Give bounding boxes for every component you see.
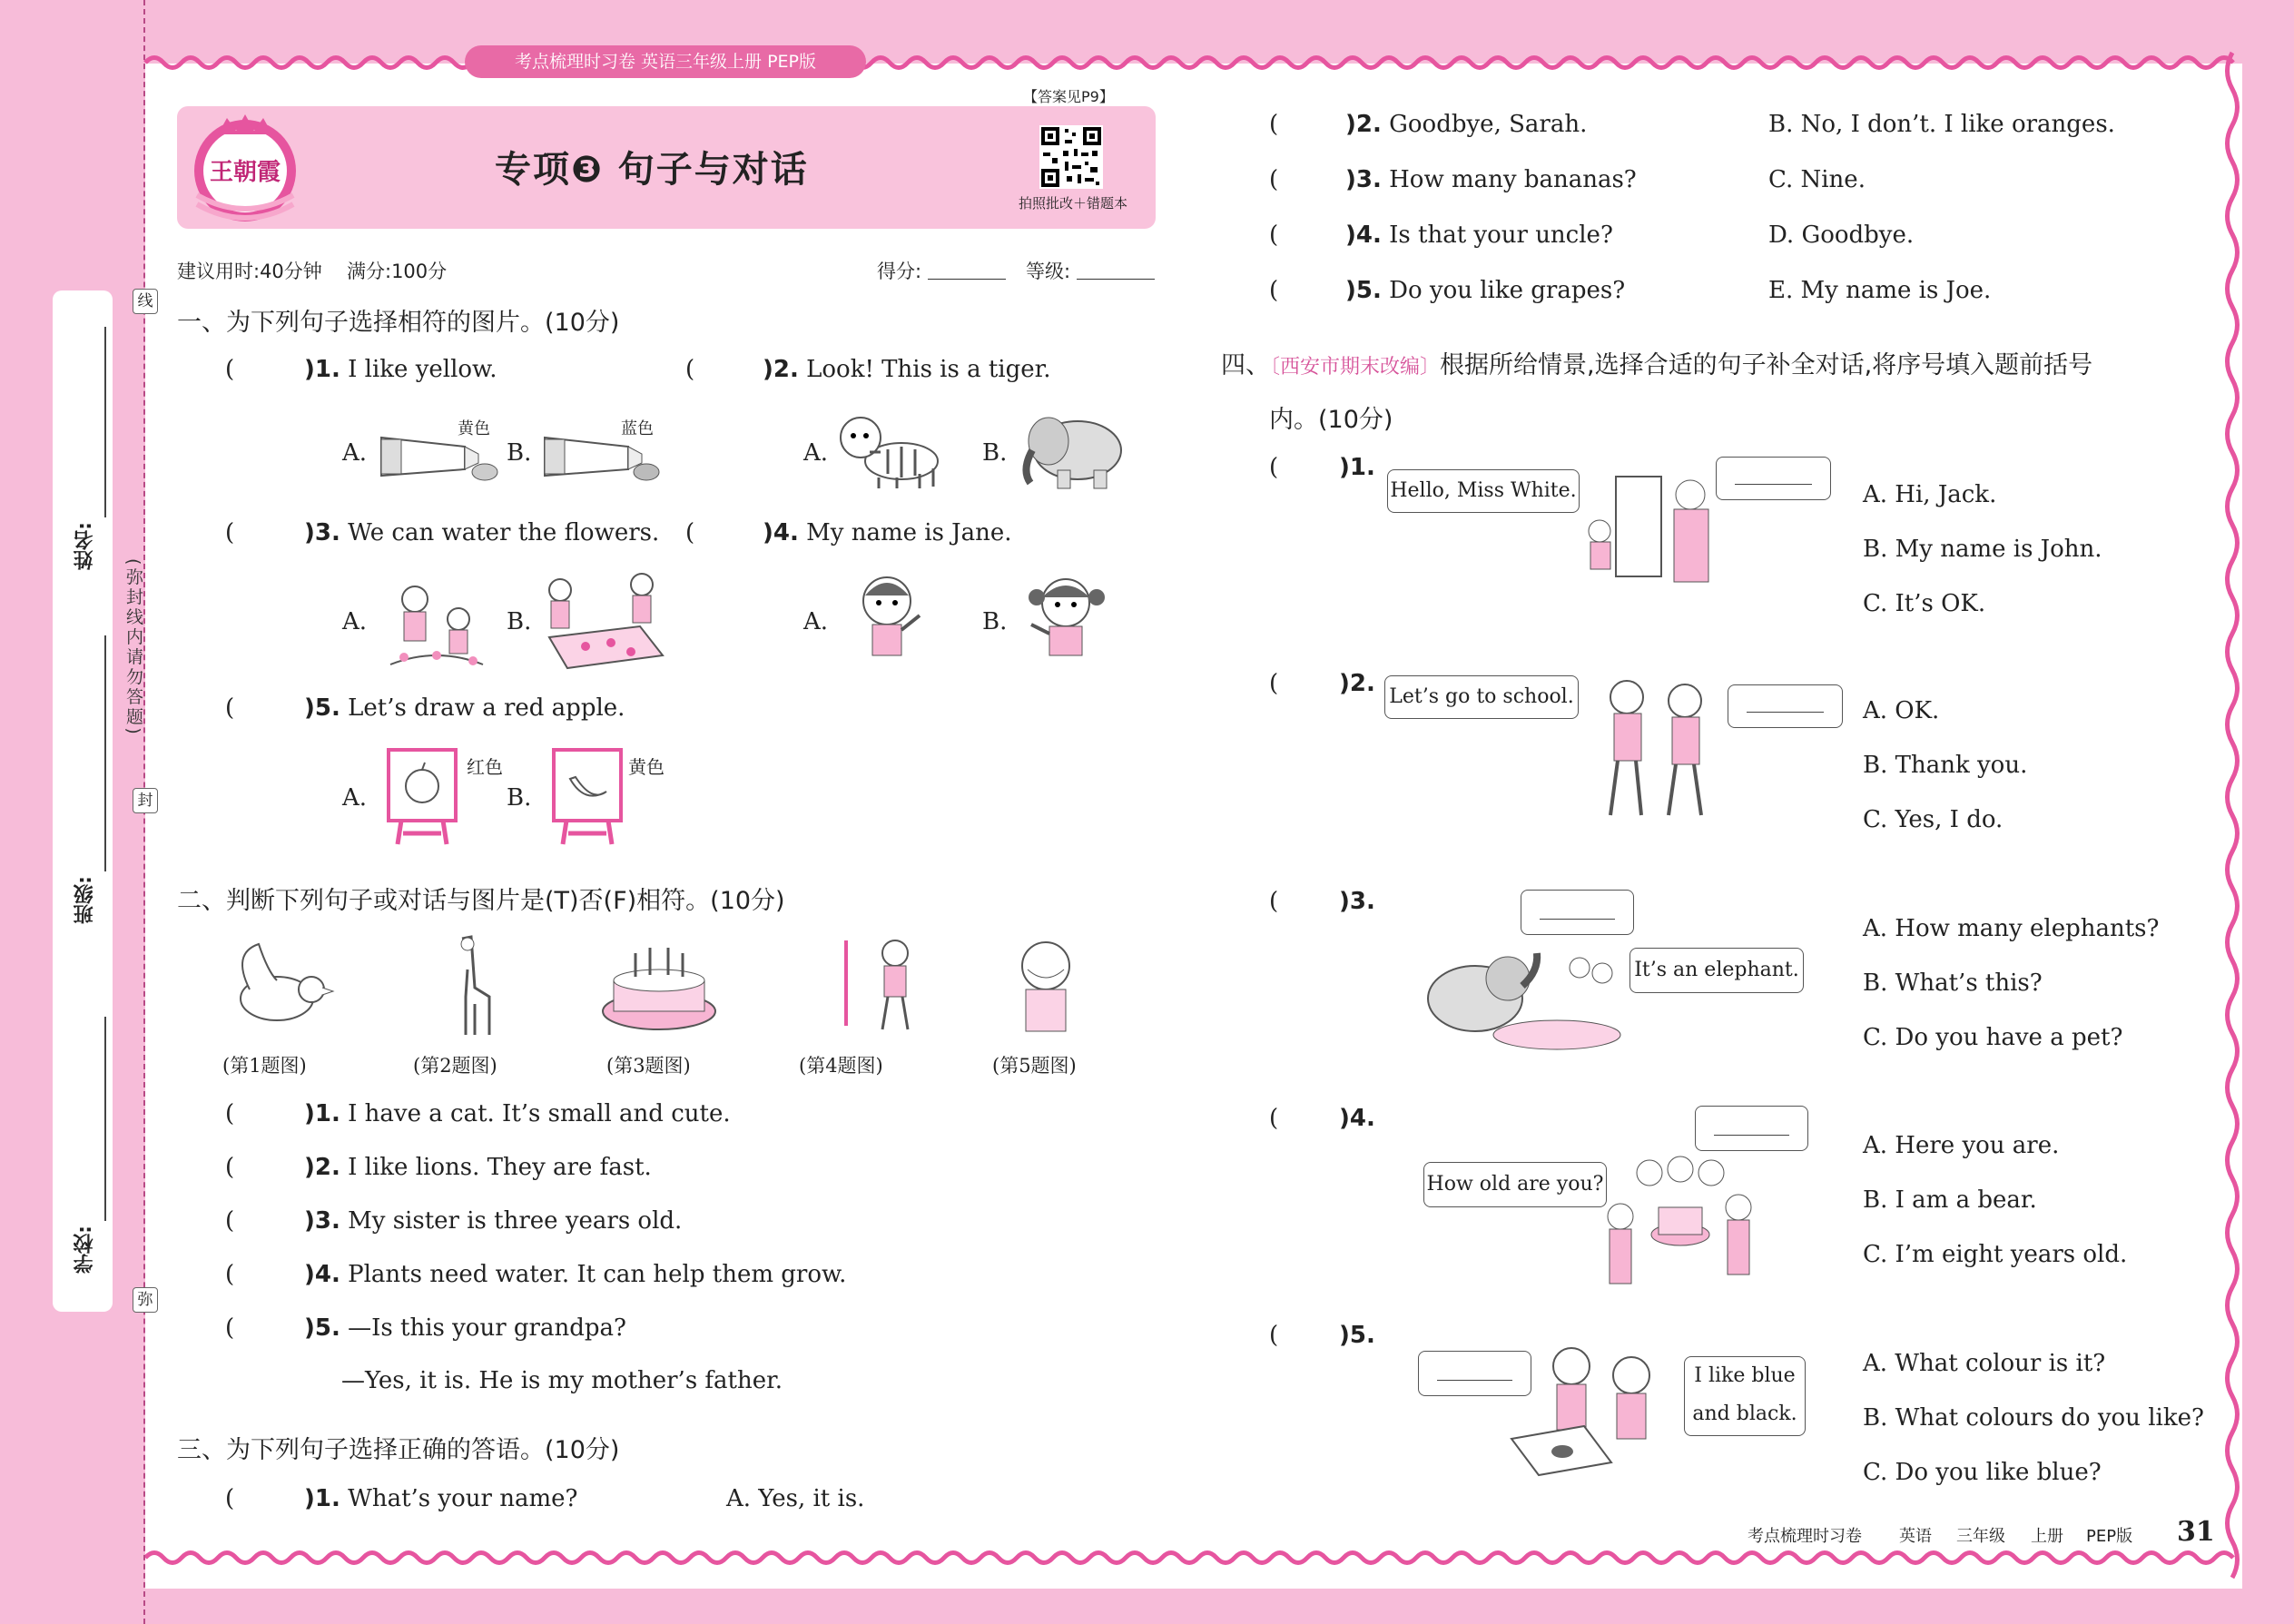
blank-speech-bubble[interactable] <box>1521 890 1634 935</box>
footer-volume: 上册 <box>2031 1527 2063 1546</box>
part1-q1: )1. I like yellow. <box>304 356 497 383</box>
p4q4-option-a: A. Here you are. <box>1863 1132 2060 1159</box>
answer-paren[interactable]: ( <box>225 694 235 722</box>
part3-answer-b: B. No, I don’t. I like oranges. <box>1768 111 2115 138</box>
tiger-icon[interactable] <box>833 408 950 492</box>
binding-char-secret: 弥 <box>133 1287 158 1313</box>
footer-subject: 英语 <box>1899 1527 1932 1546</box>
speech-bubble: I like blue and black. <box>1684 1356 1806 1436</box>
figure-caption-2: (第2题图) <box>413 1055 497 1077</box>
option-b-label: B. <box>507 439 532 467</box>
series-tag: 考点梳理时习卷 英语三年级上册 PEP版 <box>465 45 866 78</box>
part4-q3-num: )3. <box>1339 888 1375 915</box>
part2-q3: )3. My sister is three years old. <box>304 1207 683 1235</box>
part4-heading-cont: 内。(10分) <box>1269 406 1393 434</box>
brand-logo <box>186 109 304 227</box>
logo-text: 王朝霞 <box>209 159 281 186</box>
option-b-label: B. <box>507 608 532 635</box>
source-tag: 〔西安市期末改编〕 <box>1270 356 1441 379</box>
class-blank-line[interactable] <box>104 635 106 871</box>
school-label: 学校: <box>74 1225 96 1274</box>
elephant-icon[interactable] <box>1012 407 1128 490</box>
part4-q4-num: )4. <box>1339 1105 1375 1132</box>
figure-caption-1: (第1题图) <box>222 1055 307 1077</box>
yellow-label: 黄色 <box>458 419 490 438</box>
answer-paren[interactable]: ( <box>1269 277 1279 304</box>
school-blank-line[interactable] <box>104 1017 106 1221</box>
part3-heading: 三、为下列句子选择正确的答语。(10分) <box>177 1436 620 1464</box>
part4-heading: 四、〔西安市期末改编〕根据所给情景,选择合适的句子补全对话,将序号填入题前括号 <box>1221 351 2093 379</box>
part3-answer-c: C. Nine. <box>1768 166 1866 193</box>
answer-paren[interactable]: ( <box>225 1261 235 1288</box>
p4q3-option-c: C. Do you have a pet? <box>1863 1024 2123 1051</box>
grade-label: 等级: <box>1026 261 1071 282</box>
part3-q4: )4. Is that your uncle? <box>1345 221 1613 249</box>
wavy-border-bottom <box>145 1548 2242 1568</box>
answer-paren[interactable]: ( <box>1269 1105 1279 1132</box>
part3-q5: )5. Do you like grapes? <box>1345 277 1626 304</box>
qr-code[interactable] <box>1039 125 1103 189</box>
giraffe-icon <box>449 933 497 1040</box>
yellow-v-label: 黄色 <box>628 756 665 778</box>
answer-paren[interactable]: ( <box>225 519 235 546</box>
part1-q5: )5. Let’s draw a red apple. <box>304 694 625 722</box>
p4q2-option-b: B. Thank you. <box>1863 752 2028 779</box>
p4q5-option-c: C. Do you like blue? <box>1863 1459 2102 1486</box>
answer-paren[interactable]: ( <box>1269 454 1279 481</box>
yellow-banana-easel-icon[interactable] <box>548 746 665 846</box>
yellow-paint-tube-icon[interactable] <box>374 419 499 483</box>
answer-paren[interactable]: ( <box>225 1154 235 1181</box>
girl-icon[interactable] <box>1019 570 1114 672</box>
part4-q1-num: )1. <box>1339 454 1375 481</box>
option-a-label: A. <box>342 784 368 812</box>
children-drawing-flowers-icon[interactable] <box>540 572 667 672</box>
option-a-label: A. <box>342 608 368 635</box>
part1-heading: 一、为下列句子选择相符的图片。(10分) <box>177 309 620 337</box>
part1-q2: )2. Look! This is a tiger. <box>763 356 1051 383</box>
class-label: 班级: <box>74 876 96 924</box>
answer-paren[interactable]: ( <box>1269 166 1279 193</box>
part3-answer-d: D. Goodbye. <box>1768 221 1915 249</box>
children-drawing-icon <box>1502 1339 1684 1475</box>
p4q1-option-a: A. Hi, Jack. <box>1863 481 1997 508</box>
page-number: 31 <box>2177 1516 2215 1548</box>
time-hint: 建议用时:40分钟 <box>177 261 322 282</box>
p4q5-option-b: B. What colours do you like? <box>1863 1404 2204 1432</box>
red-label: 红色 <box>467 756 503 778</box>
option-b-label: B. <box>507 784 532 812</box>
bird-icon <box>222 935 336 1035</box>
answer-paren[interactable]: ( <box>225 356 235 383</box>
part1-q4: )4. My name is Jane. <box>763 519 1012 546</box>
figure-caption-5: (第5题图) <box>992 1055 1077 1077</box>
blank-speech-bubble[interactable] <box>1695 1106 1808 1151</box>
part4-q2-num: )2. <box>1339 670 1375 697</box>
two-girls-walking-icon <box>1589 670 1725 822</box>
blank-speech-bubble[interactable] <box>1728 684 1843 728</box>
part3-answer-e: E. My name is Joe. <box>1768 277 1992 304</box>
part4-q5-num: )5. <box>1339 1322 1375 1349</box>
binding-char-seal: 封 <box>133 788 158 813</box>
speech-bubble: How old are you? <box>1423 1162 1607 1207</box>
p4q2-option-c: C. Yes, I do. <box>1863 806 2004 833</box>
part2-q5: )5. —Is this your grandpa? <box>304 1314 626 1342</box>
p4q1-option-c: C. It’s OK. <box>1863 590 1986 617</box>
option-a-label: A. <box>803 608 829 635</box>
option-a-label: A. <box>803 439 829 467</box>
figure-caption-3: (第3题图) <box>606 1055 691 1077</box>
footer-grade: 三年级 <box>1956 1527 2005 1546</box>
answer-paren[interactable]: ( <box>1269 888 1279 915</box>
p4q2-option-a: A. OK. <box>1863 697 1940 724</box>
answer-paren[interactable]: ( <box>1269 1322 1279 1349</box>
answer-paren[interactable]: ( <box>685 356 695 383</box>
page-title: 专项❸ 句子与对话 <box>495 149 809 191</box>
speech-bubble: It’s an elephant. <box>1629 948 1804 993</box>
option-b-label: B. <box>982 608 1008 635</box>
qr-caption: 拍照批改＋错题本 <box>1018 195 1127 212</box>
part2-q2: )2. I like lions. They are fast. <box>304 1154 652 1181</box>
speech-bubble: Let’s go to school. <box>1384 675 1579 719</box>
answer-reference: 【答案见P9】 <box>1023 88 1114 105</box>
children-birthday-party-icon <box>1593 1153 1766 1294</box>
p4q1-option-b: B. My name is John. <box>1863 536 2102 563</box>
blue-paint-tube-icon[interactable] <box>537 419 663 483</box>
blank-speech-bubble[interactable] <box>1716 457 1831 500</box>
answer-paren[interactable]: ( <box>685 519 695 546</box>
option-a-label: A. <box>342 439 368 467</box>
part2-q5-line2: —Yes, it is. He is my mother’s father. <box>341 1367 783 1394</box>
grade-blank[interactable] <box>1077 257 1155 280</box>
boy-greeting-teacher-icon <box>1580 468 1729 595</box>
part3-q3: )3. How many bananas? <box>1345 166 1637 193</box>
score-label: 得分: <box>877 261 922 282</box>
wavy-border-right <box>2222 53 2242 1578</box>
answer-paren[interactable]: ( <box>1269 670 1279 697</box>
p4q3-option-a: A. How many elephants? <box>1863 915 2160 942</box>
part2-q1: )1. I have a cat. It’s small and cute. <box>304 1100 731 1127</box>
figure-caption-4: (第4题图) <box>799 1055 883 1077</box>
p4q3-option-b: B. What’s this? <box>1863 969 2043 997</box>
answer-paren[interactable]: ( <box>225 1207 235 1235</box>
p4q5-option-a: A. What colour is it? <box>1863 1350 2106 1377</box>
answer-paren[interactable]: ( <box>225 1485 235 1512</box>
name-blank-line[interactable] <box>104 327 106 517</box>
full-score: 满分:100分 <box>347 261 448 282</box>
birthday-cake-icon <box>599 935 719 1035</box>
footer-series: 考点梳理时习卷 <box>1748 1527 1862 1546</box>
score-blank[interactable] <box>928 257 1006 280</box>
boy-icon[interactable] <box>849 570 926 672</box>
part3-q2: )2. Goodbye, Sarah. <box>1345 111 1588 138</box>
wavy-border-top <box>145 53 2242 73</box>
answer-paren[interactable]: ( <box>1269 221 1279 249</box>
red-apple-easel-icon[interactable] <box>383 746 503 846</box>
part2-heading: 二、判断下列句子或对话与图片是(T)否(F)相符。(10分) <box>177 887 785 915</box>
part1-q3: )3. We can water the flowers. <box>304 519 660 546</box>
speech-bubble: Hello, Miss White. <box>1387 469 1580 513</box>
binding-char-line: 线 <box>133 289 158 314</box>
part3-q1: )1. What’s your name? <box>304 1485 578 1512</box>
blue-label: 蓝色 <box>621 419 654 438</box>
name-label: 姓名: <box>74 522 96 570</box>
option-b-label: B. <box>982 439 1008 467</box>
children-watering-flowers-icon[interactable] <box>386 574 487 672</box>
part3-answer-a: A. Yes, it is. <box>726 1485 865 1512</box>
part2-q4: )4. Plants need water. It can help them grow. <box>304 1261 847 1288</box>
answer-paren[interactable]: ( <box>225 1314 235 1342</box>
answer-paren[interactable]: ( <box>225 1100 235 1127</box>
p4q4-option-b: B. I am a bear. <box>1863 1186 2037 1214</box>
answer-paren[interactable]: ( <box>1269 111 1279 138</box>
p4q4-option-c: C. I’m eight years old. <box>1863 1241 2128 1268</box>
children-looking-at-elephant-icon <box>1421 935 1625 1053</box>
footer-edition: PEP版 <box>2086 1527 2133 1546</box>
binding-note: (弥封线内请勿答题) <box>123 558 143 737</box>
grandpa-icon <box>1008 933 1084 1038</box>
girl-watering-plant-icon <box>833 935 924 1037</box>
